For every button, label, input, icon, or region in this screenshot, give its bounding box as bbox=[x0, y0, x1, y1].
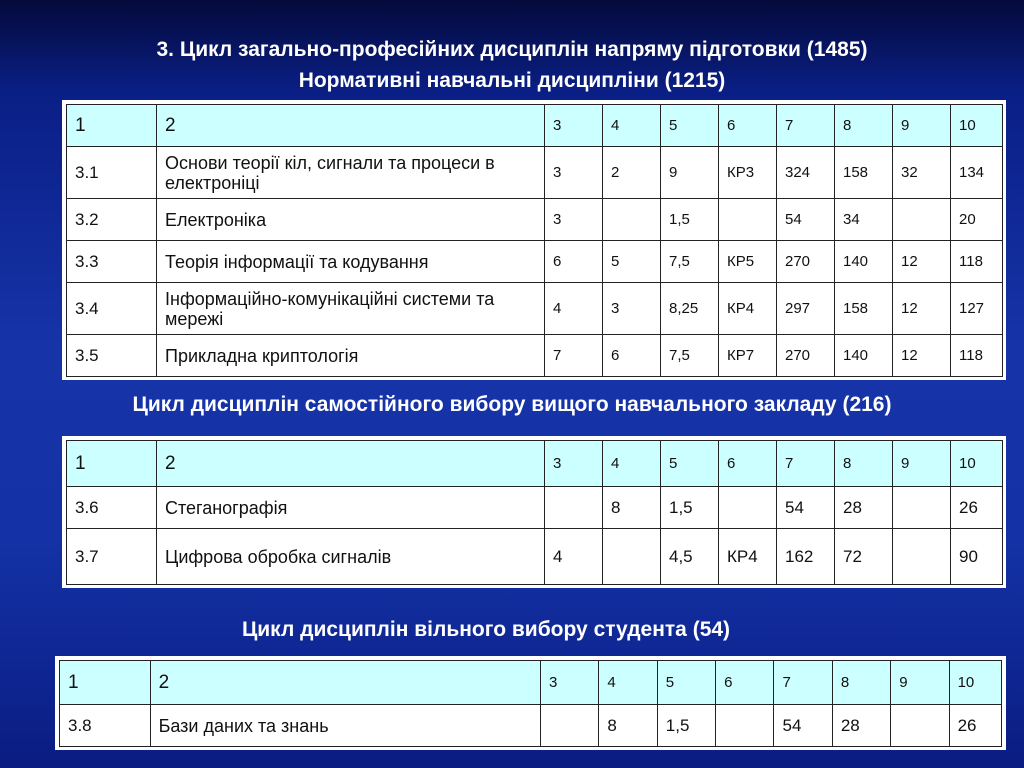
header-cell: 1 bbox=[67, 105, 157, 147]
cell bbox=[603, 529, 661, 585]
cell: 8,25 bbox=[661, 283, 719, 335]
discipline-name: Прикладна криптологія bbox=[157, 335, 545, 377]
row-number: 3.7 bbox=[67, 529, 157, 585]
header-cell: 8 bbox=[835, 441, 893, 487]
student-title: Цикл дисциплін вільного вибору студента (54) bbox=[241, 618, 731, 641]
table-row bbox=[67, 199, 1003, 241]
cell: 1,5 bbox=[657, 705, 715, 747]
cell: 6 bbox=[603, 335, 661, 377]
normative-table-wrap bbox=[62, 100, 1006, 380]
cell: 7,5 bbox=[661, 241, 719, 283]
cell: 118 bbox=[951, 241, 1003, 283]
header-cell: 5 bbox=[661, 105, 719, 147]
header-cell: 2 bbox=[157, 441, 545, 487]
cell: 297 bbox=[777, 283, 835, 335]
cell bbox=[893, 487, 951, 529]
discipline-name: Основи теорії кіл, сигнали та процеси в електроніці bbox=[157, 147, 545, 199]
header-cell: 2 bbox=[150, 661, 540, 705]
header-cell: 6 bbox=[719, 105, 777, 147]
normative-title: Нормативні навчальні дисципліни (1215) bbox=[298, 69, 726, 92]
header-cell: 7 bbox=[777, 105, 835, 147]
discipline-name: Електроніка bbox=[157, 199, 545, 241]
cell: 7,5 bbox=[661, 335, 719, 377]
row-number: 3.5 bbox=[67, 335, 157, 377]
cell bbox=[719, 199, 777, 241]
cell: 270 bbox=[777, 241, 835, 283]
cell: 7 bbox=[545, 335, 603, 377]
cell: 8 bbox=[603, 487, 661, 529]
student-table bbox=[59, 660, 1002, 747]
header-cell: 3 bbox=[545, 105, 603, 147]
cell: 26 bbox=[949, 705, 1001, 747]
cell: 8 bbox=[599, 705, 657, 747]
header-cell: 7 bbox=[774, 661, 832, 705]
cell: 158 bbox=[835, 147, 893, 199]
cell: КР5 bbox=[719, 241, 777, 283]
section-title: 3. Цикл загально-професійних дисциплін напряму підготовки (1485) bbox=[156, 38, 868, 61]
header-cell: 5 bbox=[657, 661, 715, 705]
cell: 34 bbox=[835, 199, 893, 241]
cell: 3 bbox=[545, 199, 603, 241]
normative-table bbox=[66, 104, 1003, 377]
header-cell: 8 bbox=[832, 661, 890, 705]
cell: 4 bbox=[545, 283, 603, 335]
cell: 54 bbox=[777, 199, 835, 241]
cell: 270 bbox=[777, 335, 835, 377]
header-cell: 6 bbox=[716, 661, 774, 705]
table-row bbox=[67, 335, 1003, 377]
table-row bbox=[60, 705, 1002, 747]
header-cell: 9 bbox=[893, 441, 951, 487]
cell: 158 bbox=[835, 283, 893, 335]
cell: 140 bbox=[835, 241, 893, 283]
discipline-name: Теорія інформації та кодування bbox=[157, 241, 545, 283]
cell: 20 bbox=[951, 199, 1003, 241]
header-cell: 8 bbox=[835, 105, 893, 147]
cell: 127 bbox=[951, 283, 1003, 335]
cell bbox=[541, 705, 599, 747]
cell bbox=[891, 705, 949, 747]
header-cell: 2 bbox=[157, 105, 545, 147]
cell bbox=[719, 487, 777, 529]
header-row bbox=[60, 661, 1002, 705]
cell: 54 bbox=[774, 705, 832, 747]
header-cell: 5 bbox=[661, 441, 719, 487]
cell: 12 bbox=[893, 335, 951, 377]
university-table-wrap bbox=[62, 436, 1006, 588]
row-number: 3.4 bbox=[67, 283, 157, 335]
row-number: 3.1 bbox=[67, 147, 157, 199]
table-row bbox=[67, 241, 1003, 283]
cell: 1,5 bbox=[661, 199, 719, 241]
header-cell: 10 bbox=[949, 661, 1001, 705]
cell: 12 bbox=[893, 283, 951, 335]
cell: 26 bbox=[951, 487, 1003, 529]
header-cell: 3 bbox=[541, 661, 599, 705]
header-cell: 6 bbox=[719, 441, 777, 487]
cell bbox=[603, 199, 661, 241]
cell: 2 bbox=[603, 147, 661, 199]
cell: 90 bbox=[951, 529, 1003, 585]
row-number: 3.6 bbox=[67, 487, 157, 529]
cell bbox=[716, 705, 774, 747]
cell: 4,5 bbox=[661, 529, 719, 585]
header-cell: 4 bbox=[603, 105, 661, 147]
discipline-name: Стеганографія bbox=[157, 487, 545, 529]
cell: 12 bbox=[893, 241, 951, 283]
cell bbox=[893, 529, 951, 585]
cell bbox=[893, 199, 951, 241]
discipline-name: Бази даних та знань bbox=[150, 705, 540, 747]
header-cell: 4 bbox=[599, 661, 657, 705]
cell: 32 bbox=[893, 147, 951, 199]
discipline-name: Інформаційно-комунікаційні системи та мережі bbox=[157, 283, 545, 335]
cell: КР3 bbox=[719, 147, 777, 199]
cell: 6 bbox=[545, 241, 603, 283]
table-row bbox=[67, 487, 1003, 529]
header-cell: 1 bbox=[67, 441, 157, 487]
discipline-name: Цифрова обробка сигналів bbox=[157, 529, 545, 585]
university-table bbox=[66, 440, 1003, 585]
cell: 3 bbox=[603, 283, 661, 335]
header-cell: 3 bbox=[545, 441, 603, 487]
university-title: Цикл дисциплін самостійного вибору вищого навчального закладу (216) bbox=[132, 393, 892, 416]
student-table-wrap bbox=[55, 656, 1006, 750]
cell: 140 bbox=[835, 335, 893, 377]
header-cell: 1 bbox=[60, 661, 151, 705]
cell: КР4 bbox=[719, 283, 777, 335]
header-cell: 10 bbox=[951, 105, 1003, 147]
cell: КР7 bbox=[719, 335, 777, 377]
cell: 4 bbox=[545, 529, 603, 585]
row-number: 3.2 bbox=[67, 199, 157, 241]
cell: 5 bbox=[603, 241, 661, 283]
cell: 1,5 bbox=[661, 487, 719, 529]
header-cell: 10 bbox=[951, 441, 1003, 487]
header-cell: 7 bbox=[777, 441, 835, 487]
row-number: 3.3 bbox=[67, 241, 157, 283]
cell: 3 bbox=[545, 147, 603, 199]
cell: 324 bbox=[777, 147, 835, 199]
cell: 118 bbox=[951, 335, 1003, 377]
cell: 54 bbox=[777, 487, 835, 529]
cell: 9 bbox=[661, 147, 719, 199]
cell: 28 bbox=[835, 487, 893, 529]
cell: КР4 bbox=[719, 529, 777, 585]
header-row bbox=[67, 441, 1003, 487]
table-row bbox=[67, 147, 1003, 199]
header-cell: 9 bbox=[891, 661, 949, 705]
cell bbox=[545, 487, 603, 529]
table-row bbox=[67, 529, 1003, 585]
cell: 162 bbox=[777, 529, 835, 585]
cell: 134 bbox=[951, 147, 1003, 199]
header-cell: 4 bbox=[603, 441, 661, 487]
header-row bbox=[67, 105, 1003, 147]
header-cell: 9 bbox=[893, 105, 951, 147]
table-row bbox=[67, 283, 1003, 335]
cell: 72 bbox=[835, 529, 893, 585]
cell: 28 bbox=[832, 705, 890, 747]
row-number: 3.8 bbox=[60, 705, 151, 747]
